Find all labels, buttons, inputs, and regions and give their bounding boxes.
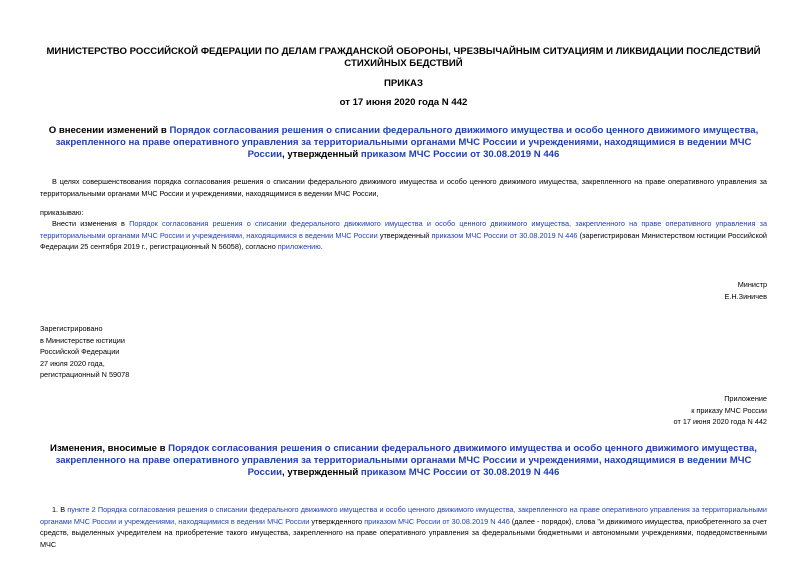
item1-mid: утвержденного [309,516,365,526]
registration-line: Российской Федерации [40,347,120,356]
changes-procedure-link[interactable]: Порядок согласования решения о списании федерального движимого имущества и особо ценного движимого имущества, закрепленного на праве оперативного управления за территориальными органами МЧС России и учреждениями, находящимися в ведении МЧС России [55,443,757,478]
changes-title-pre: Изменения, вносимые в [50,443,169,454]
changes-title [40,443,767,479]
order-paragraph [40,218,767,253]
p1-procedure-link[interactable]: Порядок согласования решения о списании федерального движимого имущества и особо ценного движимого имущества, закрепленного на праве оперативного управления за территориальными органами МЧС России и учреждениями, находящимися в ведении МЧС России [40,219,768,240]
registration-line: Зарегистрировано [40,324,103,333]
p1-mid: утвержденный [377,230,432,240]
order-word: приказываю: [40,208,84,217]
order-title [40,125,767,161]
item1-post: (далее - порядок), слова "и движимого имущества, приобретенного за счет средств, выделенных учредителем на приобретение такого имущества, закрепленного на праве оперативного управления за федеральными бюджетными и автономными учреждениями, подведомственными МЧС [40,516,767,549]
title-order-link[interactable]: приказом МЧС России от 30.08.2019 N 446 [360,149,560,160]
signature-name: Е.Н.Зиничев [724,291,767,301]
appendix-line: Приложение [724,394,767,403]
signature-block [600,279,767,302]
order-date: от 17 июня 2020 года N 442 [339,97,468,108]
title-procedure-link[interactable]: Порядок согласования решения о списании федерального движимого имущества и особо ценного движимого имущества, закрепленного на праве оперативного управления за территориальными органами МЧС России и учреждениями, находящимися в ведении МЧС России [55,125,759,160]
p1-appendix-link[interactable]: приложению [277,242,321,251]
doc-type-heading: ПРИКАЗ [384,78,423,89]
p1-end: . [320,242,323,251]
item1-num: 1. В [52,505,68,514]
ministry-heading: МИНИСТЕРСТВО РОССИЙСКОЙ ФЕДЕРАЦИИ ПО ДЕЛАМ ГРАЖДАНСКОЙ ОБОРОНЫ, ЧРЕЗВЫЧАЙНЫМ СИТУАЦИЯМ И ЛИКВИДАЦИИ ПОСЛЕДСТВИЙ СТИХИЙНЫХ БЕДСТВИЙ [46,46,761,69]
preamble-paragraph: В целях совершенствования порядка согласования решения о списании федерального движимого имущества и особо ценного движимого имущества, закрепленного на праве оперативного управления за территориальными органами МЧС России и учреждениями, находящимися в ведении МЧС России, [40,177,767,198]
item1-order-link[interactable]: приказом МЧС России от 30.08.2019 N 446 [364,516,510,526]
p1-post: (зарегистрирован Министерством юстиции Российской Федерации 25 сентября 2019 г., регистрационный N 56058), согласно [40,230,767,251]
title-pre: О внесении изменений в [48,125,170,136]
registration-line: 27 июля 2020 года, [40,358,105,368]
title-mid: , утвержденный [282,149,361,160]
appendix-line: к приказу МЧС России [691,405,767,415]
registration-line: регистрационный N 59078 [40,370,130,379]
appendix-line: от 17 июня 2020 года N 442 [673,417,767,426]
p1-order-link[interactable]: приказом МЧС России от 30.08.2019 N 446 [431,230,578,240]
registration-line: в Министерстве юстиции [40,335,125,345]
changes-order-link[interactable]: приказом МЧС России от 30.08.2019 N 446 [360,467,560,478]
p1-pre: Внести изменения в [52,219,130,228]
item1-clause-link[interactable]: пункте 2 Порядка согласования решения о списании федерального движимого имущества и особо ценного движимого имущества, закрепленного на праве оперативного управления за территориальными органами МЧС России и учреждениями, находящимися в ведении МЧС России [40,505,768,526]
registration-block [40,323,240,381]
changes-title-mid: , утвержденный [282,467,361,478]
appendix-block [567,393,767,428]
item-1-paragraph [40,504,767,550]
signature-role: Министр [737,280,767,289]
